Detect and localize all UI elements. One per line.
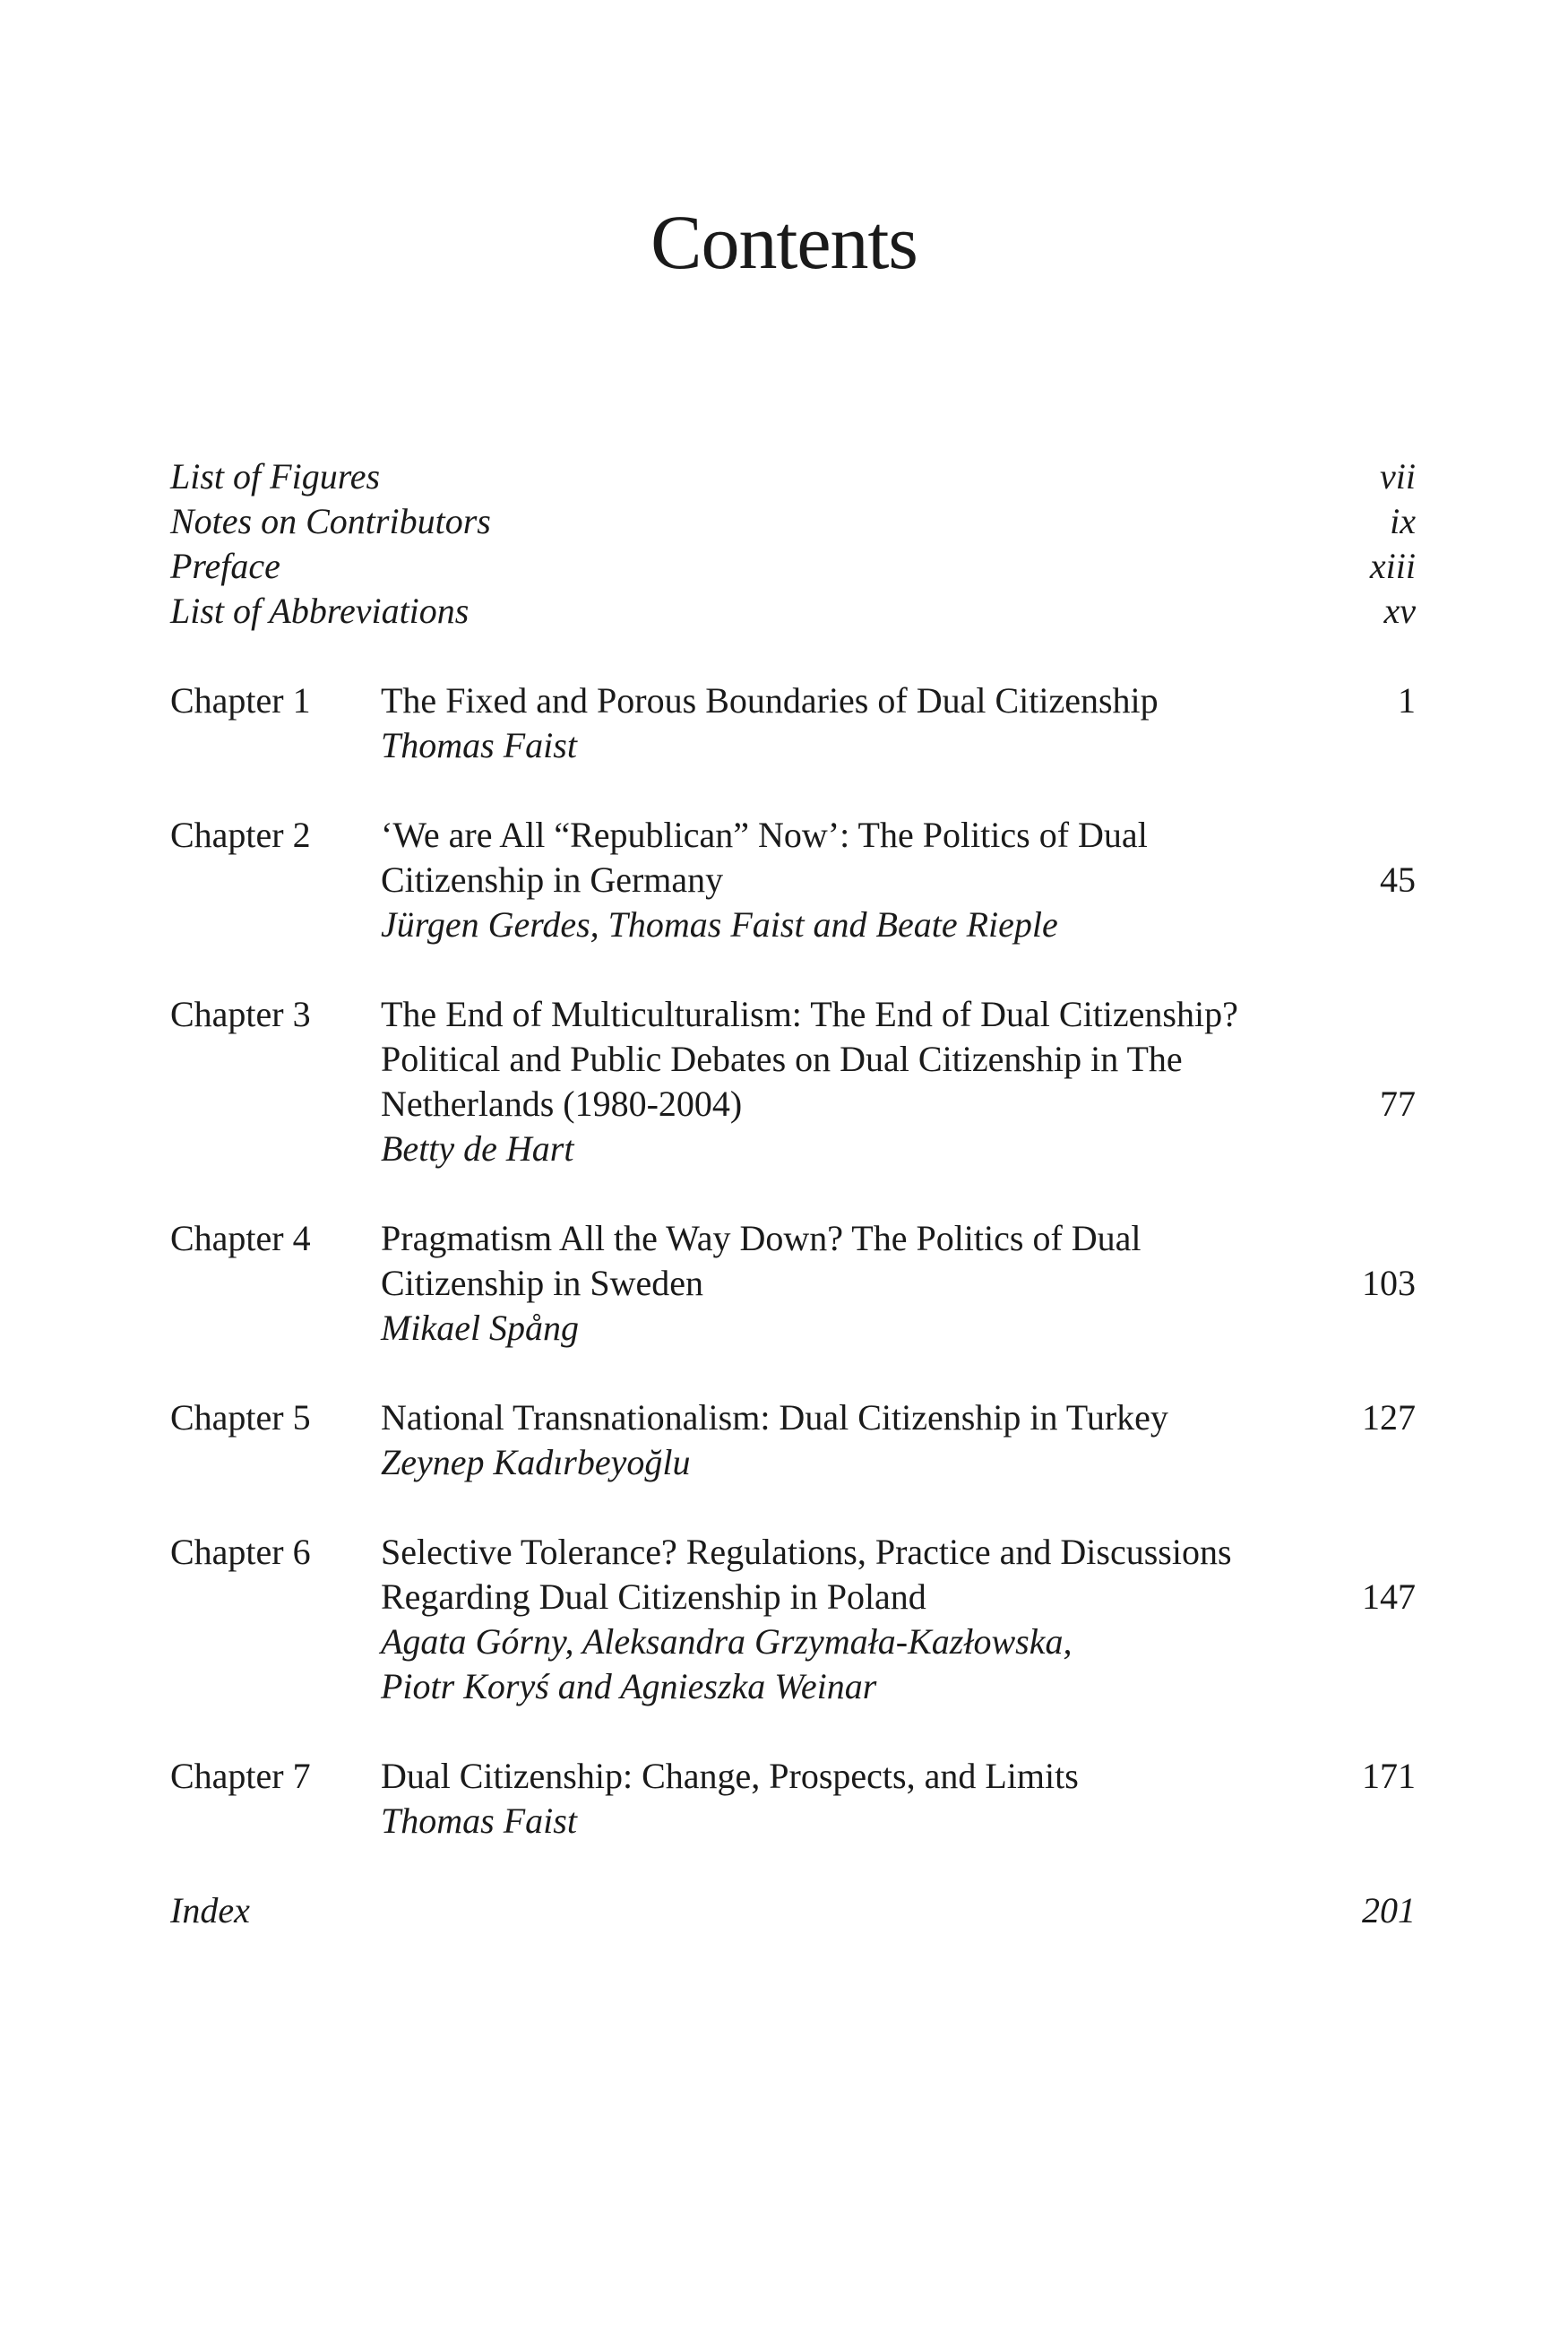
chapter-page: 45 [1380,859,1416,900]
chapter-author: Mikael Spång [381,1308,580,1348]
chapter-author: Thomas Faist [381,1801,577,1841]
front-matter-entry [170,544,1416,589]
chapter-label: Chapter 2 [170,815,311,855]
entry-page: ix [1390,501,1416,541]
entry-title: Index [170,1890,250,1930]
chapter-label: Chapter 3 [170,994,311,1034]
chapter-title-line: Citizenship in Germany [381,859,724,900]
chapter-title-line: Dual Citizenship: Change, Prospects, and Limits [381,1756,1079,1796]
entry-title: List of Abbreviations [170,591,470,631]
front-matter-entry [170,499,1416,544]
entry-title: Preface [170,546,280,586]
entry-page: xiii [1369,546,1416,586]
chapter-author: Jürgen Gerdes, Thomas Faist and Beate Rieple [381,904,1058,945]
page-title: Contents [650,199,918,285]
chapter-page: 127 [1362,1397,1416,1438]
chapter-title-line: National Transnationalism: Dual Citizenship in Turkey [381,1397,1168,1438]
chapter-entry [170,1754,1416,1844]
chapter-page: 1 [1398,680,1416,721]
chapter-title-line: Pragmatism All the Way Down? The Politics of Dual [381,1218,1142,1258]
chapter-entry [170,1530,1416,1709]
chapter-title-line: Selective Tolerance? Regulations, Practice and Discussions [381,1532,1232,1572]
chapter-entry [170,813,1416,947]
front-matter-entry [170,589,1416,634]
entry-page: 201 [1362,1890,1416,1930]
chapter-page: 147 [1362,1576,1416,1617]
chapter-title-line: Citizenship in Sweden [381,1263,703,1303]
chapter-title-line: The Fixed and Porous Boundaries of Dual Citizenship [381,680,1159,721]
chapter-label: Chapter 5 [170,1397,311,1438]
chapter-entry [170,1216,1416,1351]
chapter-author: Agata Górny, Aleksandra Grzymała-Kazłowska, [381,1621,1073,1662]
entry-page: vii [1380,456,1416,497]
chapter-label: Chapter 4 [170,1218,311,1258]
chapter-page: 77 [1380,1084,1416,1124]
chapter-author: Zeynep Kadırbeyoğlu [381,1442,691,1482]
chapter-title-line: Political and Public Debates on Dual Citizenship in The [381,1039,1183,1079]
chapter-author: Thomas Faist [381,725,577,765]
front-matter-entry [170,454,1416,499]
chapter-label: Chapter 1 [170,680,311,721]
chapter-entry [170,992,1416,1171]
chapter-title-line: Netherlands (1980-2004) [381,1084,743,1124]
back-matter-entry [170,1888,1416,1933]
chapter-title-line: The End of Multiculturalism: The End of Dual Citizenship? [381,994,1238,1034]
chapter-author: Piotr Koryś and Agnieszka Weinar [381,1666,877,1706]
entry-title: Notes on Contributors [170,501,491,541]
chapter-label: Chapter 7 [170,1756,311,1796]
chapter-page: 103 [1362,1263,1416,1303]
chapter-author: Betty de Hart [381,1128,574,1169]
chapter-page: 171 [1362,1756,1416,1796]
chapter-title-line: ‘We are All “Republican” Now’: The Politics of Dual [381,815,1148,855]
chapter-entry [170,678,1416,768]
chapter-entry [170,1395,1416,1485]
chapter-label: Chapter 6 [170,1532,311,1572]
chapter-title-line: Regarding Dual Citizenship in Poland [381,1576,926,1617]
entry-title: List of Figures [170,456,381,497]
entry-page: xv [1383,591,1416,631]
